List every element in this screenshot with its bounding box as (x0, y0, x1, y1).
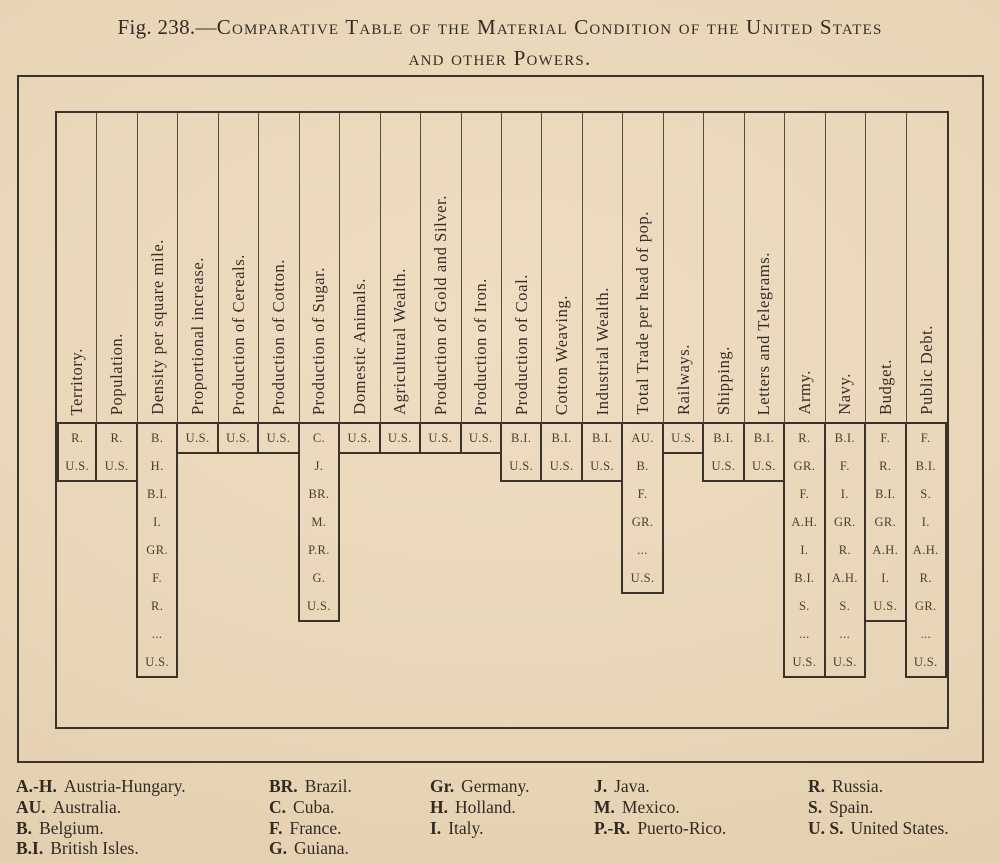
rank-box (338, 424, 380, 454)
rank-entry: R. (838, 543, 851, 557)
column-label: Density per square mile. (147, 239, 167, 415)
column-label: Shipping. (713, 345, 733, 415)
rank-box (662, 424, 704, 454)
rank-entry: A.H. (912, 543, 939, 557)
rank-entry: U.S. (549, 459, 574, 473)
figure-title-line1 (0, 12, 1000, 43)
column-label: Territory. (66, 347, 86, 415)
rank-box (783, 424, 825, 678)
column-industrial-wealth (583, 113, 623, 727)
column-territory (57, 113, 97, 727)
legend-group (808, 776, 992, 859)
legend-name: Spain. (829, 796, 874, 817)
rank-entry: BR. (308, 487, 330, 501)
legend-item (594, 818, 808, 839)
rank-entry: F. (880, 431, 891, 445)
column-gold-silver (421, 113, 461, 727)
rank-box (176, 424, 218, 454)
legend-name: Mexico. (621, 796, 680, 817)
column-density (138, 113, 178, 727)
figure-title-line2: and other Powers. (408, 46, 592, 70)
legend-name: United States. (850, 817, 949, 838)
rank-box (257, 424, 299, 454)
legend-item (430, 776, 594, 797)
rank-box (95, 424, 137, 482)
legend-abbr: A.-H. (16, 776, 57, 796)
column-body (826, 424, 866, 727)
legend-abbr: S. (808, 796, 823, 817)
column-body (462, 424, 502, 727)
outer-frame (17, 75, 984, 763)
legend-name: Cuba. (293, 796, 335, 817)
legend-item (594, 797, 808, 818)
column-agricultural-wealth (381, 113, 421, 727)
column-header (583, 113, 623, 424)
column-label: Production of Cotton. (268, 258, 288, 415)
legend-abbr: BR. (269, 776, 298, 796)
legend-item (430, 818, 594, 839)
rank-entry: GR. (833, 515, 856, 529)
rank-entry: I. (800, 543, 809, 557)
column-header (502, 113, 542, 424)
rank-entry: I. (921, 515, 930, 529)
rank-entry: U.S. (873, 599, 898, 613)
rank-entry: U.S. (509, 459, 534, 473)
column-body (421, 424, 461, 727)
rank-entry: U.S. (752, 459, 776, 473)
rank-entry: R. (798, 431, 811, 445)
column-label: Production of Coal. (511, 273, 531, 415)
column-railways (664, 113, 704, 727)
legend-item (808, 818, 992, 839)
column-body (745, 424, 785, 727)
column-shipping (704, 113, 744, 727)
column-army (785, 113, 825, 727)
legend-item (594, 776, 808, 797)
rank-box (905, 424, 947, 678)
column-label: Agricultural Wealth. (390, 268, 410, 415)
rank-entry: B. (151, 431, 164, 445)
column-header (97, 113, 137, 424)
rank-entry: U.S. (387, 431, 412, 445)
rank-entry: F. (152, 571, 163, 585)
rank-entry: B.I. (511, 431, 532, 445)
rank-entry: F. (839, 459, 850, 473)
rank-entry: B. (636, 459, 649, 473)
rank-entry: B.I. (875, 487, 896, 501)
rank-entry: I. (840, 487, 849, 501)
column-body (300, 424, 340, 727)
rank-entry: U.S. (145, 655, 170, 669)
rank-entry: J. (314, 459, 324, 473)
column-body (583, 424, 623, 727)
column-header (462, 113, 502, 424)
rank-entry: U.S. (792, 655, 817, 669)
rank-entry: U.S. (428, 431, 453, 445)
rank-entry: U.S. (104, 459, 129, 473)
rank-box (298, 424, 340, 622)
rank-entry: A.H. (791, 515, 818, 529)
rank-entry: U.S. (711, 459, 736, 473)
column-body (97, 424, 137, 727)
legend-abbr: P.-R. (594, 817, 631, 838)
legend-abbr: F. (269, 817, 283, 838)
legend-name: Holland. (455, 796, 516, 817)
legend-item (269, 838, 430, 859)
rank-entry: U.S. (671, 431, 695, 445)
column-label: Production of Iron. (471, 277, 491, 415)
rank-entry: U.S. (65, 459, 90, 473)
rank-box (136, 424, 178, 678)
column-navy (826, 113, 866, 727)
column-body (259, 424, 299, 727)
column-header (785, 113, 825, 424)
legend-name: Java. (614, 776, 650, 796)
legend-item (430, 797, 594, 818)
rank-entry: GR. (914, 599, 937, 613)
rank-entry: H. (150, 459, 164, 473)
rank-entry: U.S. (590, 459, 615, 473)
column-label: Army. (794, 370, 814, 415)
rank-entry: U.S. (226, 431, 250, 445)
column-header (907, 113, 947, 424)
legend-name: Austria-Hungary. (63, 776, 186, 796)
rank-entry: C. (312, 431, 326, 445)
rank-entry: I. (881, 571, 890, 585)
column-label: Population. (107, 332, 127, 415)
column-prop-increase (178, 113, 218, 727)
rank-box (621, 424, 663, 594)
column-header (259, 113, 299, 424)
rank-box (702, 424, 744, 482)
column-sugar (300, 113, 340, 727)
rank-entry: B.I. (915, 459, 936, 473)
rank-entry: U.S. (832, 655, 857, 669)
rank-box (419, 424, 461, 454)
legend-name: Puerto-Rico. (637, 817, 727, 838)
rank-entry: GR. (146, 543, 168, 557)
column-header (664, 113, 704, 424)
column-header (826, 113, 866, 424)
column-body (138, 424, 178, 727)
legend (16, 776, 992, 859)
column-header (381, 113, 421, 424)
column-population (97, 113, 137, 727)
column-header (421, 113, 461, 424)
column-label: Cotton Weaving. (552, 294, 572, 415)
legend-name: Guiana. (294, 838, 349, 859)
column-header (704, 113, 744, 424)
legend-name: Brazil. (304, 776, 352, 796)
column-body (664, 424, 704, 727)
column-label: Budget. (875, 359, 895, 415)
legend-abbr: B.I. (16, 838, 44, 859)
column-body (866, 424, 906, 727)
rank-entry: R. (71, 431, 84, 445)
rank-box (581, 424, 623, 482)
column-body (381, 424, 421, 727)
column-letters-telegrams (745, 113, 785, 727)
legend-abbr: U. S. (808, 817, 844, 838)
column-label: Letters and Telegrams. (754, 251, 774, 415)
column-header (300, 113, 340, 424)
rank-entry: ... (920, 627, 932, 641)
rank-entry: M. (311, 515, 327, 529)
column-body (542, 424, 582, 727)
legend-abbr: B. (16, 817, 33, 838)
rank-entry: ... (637, 543, 648, 557)
legend-name: Italy. (448, 817, 484, 838)
rank-entry: R. (879, 459, 892, 473)
legend-name: British Isles. (50, 838, 139, 859)
column-domestic-animals (340, 113, 380, 727)
column-cotton-weaving (542, 113, 582, 727)
legend-item (16, 776, 269, 797)
column-body (623, 424, 663, 727)
column-label: Railways. (673, 344, 693, 415)
figure-title (0, 12, 1000, 74)
rank-entry: U.S. (630, 571, 655, 585)
rank-entry: U.S. (913, 655, 938, 669)
rank-entry: U.S. (185, 431, 210, 445)
legend-abbr: M. (594, 796, 615, 817)
column-body (907, 424, 947, 727)
column-header (745, 113, 785, 424)
rank-box (379, 424, 421, 454)
legend-item (269, 776, 430, 797)
column-label: Production of Gold and Silver. (430, 194, 450, 415)
rank-entry: GR. (793, 459, 816, 473)
legend-group (269, 776, 430, 859)
legend-group (594, 776, 808, 859)
column-header (542, 113, 582, 424)
rank-entry: R. (151, 599, 164, 613)
column-public-debt (907, 113, 947, 727)
column-body (57, 424, 97, 727)
rank-box (864, 424, 906, 622)
column-header (178, 113, 218, 424)
column-cereals (219, 113, 259, 727)
rank-entry: U.S. (347, 431, 372, 445)
legend-abbr: C. (269, 796, 287, 817)
legend-abbr: I. (430, 817, 442, 838)
column-header (340, 113, 380, 424)
legend-item (808, 797, 992, 818)
legend-name: France. (289, 817, 342, 838)
rank-entry: GR. (631, 515, 654, 529)
rank-entry: ... (151, 627, 163, 641)
column-budget (866, 113, 906, 727)
legend-item (16, 818, 269, 839)
rank-entry: F. (637, 487, 648, 501)
column-body (178, 424, 218, 727)
column-body (704, 424, 744, 727)
legend-abbr: R. (808, 776, 826, 796)
legend-abbr: Gr. (430, 776, 455, 796)
rank-entry: R. (919, 571, 932, 585)
column-label: Production of Cereals. (228, 253, 248, 415)
legend-name: Australia. (52, 796, 122, 817)
rank-box (540, 424, 582, 482)
column-header (623, 113, 663, 424)
column-label: Domestic Animals. (349, 278, 369, 415)
rank-entry: B.I. (794, 571, 815, 585)
rank-entry: S. (839, 599, 851, 613)
legend-group (16, 776, 269, 859)
column-label: Navy. (835, 373, 855, 415)
rank-entry: ... (839, 627, 851, 641)
column-header (57, 113, 97, 424)
rank-entry: AU. (631, 431, 654, 445)
column-iron (462, 113, 502, 727)
legend-abbr: G. (269, 838, 287, 859)
legend-abbr: J. (594, 776, 608, 796)
legend-item (808, 776, 992, 797)
rank-entry: GR. (874, 515, 897, 529)
legend-name: Russia. (832, 776, 884, 796)
column-header (219, 113, 259, 424)
legend-name: Germany. (461, 776, 530, 796)
rank-entry: U.S. (468, 431, 493, 445)
rank-entry: B.I. (713, 431, 734, 445)
rank-entry: F. (920, 431, 931, 445)
rank-entry: B.I. (591, 431, 613, 445)
column-label: Public Debt. (916, 325, 936, 415)
rank-entry: U.S. (307, 599, 331, 613)
rank-entry: F. (799, 487, 810, 501)
rank-entry: B.I. (146, 487, 168, 501)
rank-box (824, 424, 866, 678)
column-body (340, 424, 380, 727)
rank-entry: A.H. (831, 571, 858, 585)
column-body (502, 424, 542, 727)
column-cotton (259, 113, 299, 727)
column-body (219, 424, 259, 727)
rank-entry: A.H. (872, 543, 899, 557)
legend-abbr: AU. (16, 796, 46, 817)
legend-item (269, 797, 430, 818)
rank-entry: R. (110, 431, 123, 445)
column-label: Total Trade per head of pop. (633, 211, 653, 415)
column-label: Industrial Wealth. (592, 286, 612, 415)
rank-entry: S. (798, 599, 810, 613)
rank-entry: U.S. (266, 431, 291, 445)
rank-box (57, 424, 97, 482)
comparative-table (55, 111, 949, 729)
figure-number: Fig. 238.— (117, 15, 217, 39)
column-header (866, 113, 906, 424)
rank-box (500, 424, 542, 482)
rank-box (460, 424, 502, 454)
column-coal (502, 113, 542, 727)
rank-entry: B.I. (753, 431, 775, 445)
column-label: Proportional increase. (188, 257, 208, 415)
figure-title-main: Comparative Table of the Material Condition of the United States (216, 15, 883, 39)
legend-item (16, 838, 269, 859)
rank-entry: G. (312, 571, 326, 585)
rank-entry: ... (799, 627, 810, 641)
column-total-trade (623, 113, 663, 727)
rank-entry: I. (153, 515, 162, 529)
rank-entry: B.I. (834, 431, 856, 445)
legend-group (430, 776, 594, 859)
rank-entry: P.R. (308, 543, 330, 557)
legend-item (16, 797, 269, 818)
legend-name: Belgium. (39, 817, 104, 838)
rank-entry: B.I. (551, 431, 572, 445)
rank-box (743, 424, 785, 482)
column-label: Production of Sugar. (309, 266, 329, 415)
rank-entry: S. (920, 487, 932, 501)
column-body (785, 424, 825, 727)
rank-box (217, 424, 259, 454)
legend-item (269, 818, 430, 839)
legend-abbr: H. (430, 796, 448, 817)
column-header (138, 113, 178, 424)
